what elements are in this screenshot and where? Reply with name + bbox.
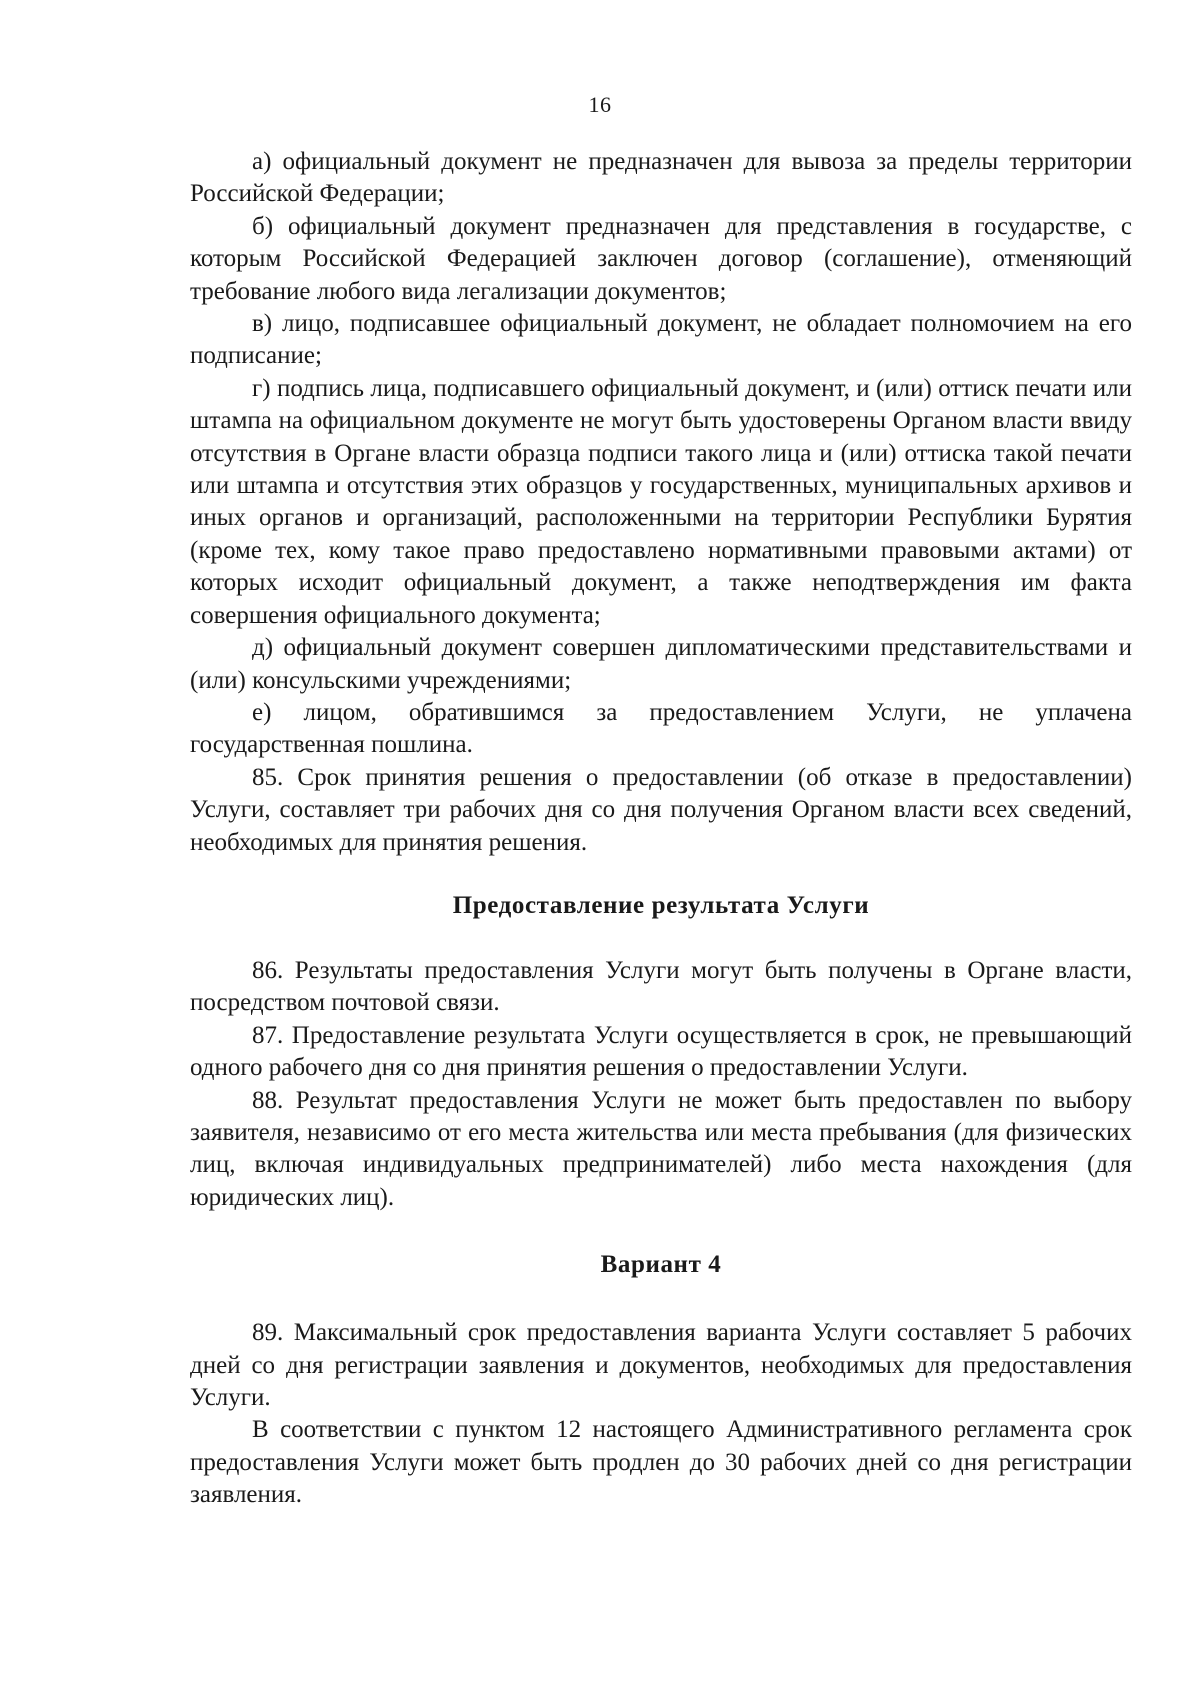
list-item-e: е) лицом, обратившимся за предоставлением Услуги, не уплачена государственная пошлина. xyxy=(190,698,1132,759)
paragraph-85: 85. Срок принятия решения о предоставлении (об отказе в предоставлении) Услуги, составляет три рабочих дня со дня получения Органом власти всех сведений, необходимых для принятия решения. xyxy=(190,763,1132,856)
paragraph-86: 86. Результаты предоставления Услуги могут быть получены в Органе власти, посредством почтовой связи. xyxy=(190,956,1132,1017)
list-item-a: а) официальный документ не предназначен для вывоза за пределы территории Российской Федерации; xyxy=(190,148,1132,208)
paragraph-88: 88. Результат предоставления Услуги не может быть предоставлен по выбору заявителя, независимо от его места жительства или места пребывания (для физических лиц, включая индивидуальных предпринимателей) либо места нахождения (для юридических лиц). xyxy=(190,1086,1132,1211)
paragraph-89: 89. Максимальный срок предоставления варианта Услуги составляет 5 рабочих дней со дня регистрации заявления и документов, необходимых для предоставления Услуги. xyxy=(190,1319,1132,1411)
section-heading-variant-4: Вариант 4 xyxy=(600,1251,722,1279)
paragraph-87: 87. Предоставление результата Услуги осуществляется в срок, не превышающий одного рабочего дня со дня принятия решения о предоставлении Услуги. xyxy=(190,1021,1132,1082)
list-item-v: в) лицо, подписавшее официальный документ, не обладает полномочием на его подписание; xyxy=(190,310,1132,370)
paragraph-89-note: В соответствии с пунктом 12 настоящего Административного регламента срок предоставления Услуги может быть продлен до 30 рабочих дней со дня регистрации заявления. xyxy=(190,1416,1132,1509)
document-body xyxy=(190,146,1132,1512)
list-item-g: г) подпись лица, подписавшего официальный документ, и (или) оттиск печати или штампа на официальном документе не могут быть удостоверены Органом власти ввиду отсутствия в Органе власти образца подписи такого лица и (или) оттиска такой печати или штампа и отсутствия этих образцов у государственных, муниципальных архивов и иных органов и организаций, расположенными на территории Республики Бурятия (кроме тех, кому такое право предоставлено нормативными правовыми актами) от которых исходит официальный документ, а также неподтверждения им факта совершения официального документа; xyxy=(190,374,1132,629)
page-number: 16 xyxy=(588,92,612,117)
list-item-b: б) официальный документ предназначен для представления в государстве, с которым Российской Федерацией заключен договор (соглашение), отменяющий требование любого вида легализации документов; xyxy=(190,212,1132,305)
section-heading-result: Предоставление результата Услуги xyxy=(452,891,870,919)
list-item-d: д) официальный документ совершен дипломатическими представительствами и (или) консульскими учреждениями; xyxy=(190,634,1132,694)
